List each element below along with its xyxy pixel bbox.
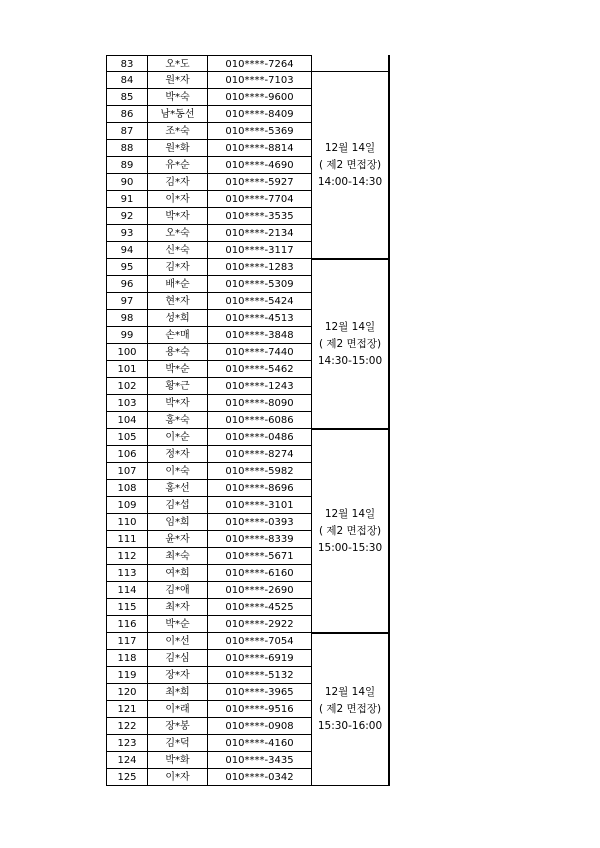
slot-date: 12월 14일 (324, 320, 376, 333)
table-row (106, 89, 312, 106)
applicant-name-cell: 용*숙 (148, 344, 208, 361)
row-number-cell: 113 (106, 565, 148, 582)
applicant-name-cell: 원*자 (148, 72, 208, 89)
phone-number-cell: 010****-5462 (208, 361, 312, 378)
applicant-name-cell: 이*래 (148, 701, 208, 718)
phone-number-cell: 010****-3848 (208, 327, 312, 344)
phone-number-cell: 010****-2134 (208, 225, 312, 242)
phone-number-cell: 010****-8090 (208, 395, 312, 412)
phone-number-cell: 010****-2922 (208, 616, 312, 633)
applicant-name-cell: 신*숙 (148, 242, 208, 259)
phone-number-cell: 010****-7054 (208, 633, 312, 650)
row-number-cell: 89 (106, 157, 148, 174)
phone-number-cell: 010****-6160 (208, 565, 312, 582)
slot-location: ( 제2 면접장) (318, 158, 382, 171)
phone-number-cell: 010****-1243 (208, 378, 312, 395)
row-number-cell: 85 (106, 89, 148, 106)
row-number-cell: 96 (106, 276, 148, 293)
applicant-name-cell: 배*순 (148, 276, 208, 293)
phone-number-cell: 010****-3117 (208, 242, 312, 259)
row-number-cell: 84 (106, 72, 148, 89)
row-number-cell: 114 (106, 582, 148, 599)
row-number-cell: 119 (106, 667, 148, 684)
applicant-name-cell: 여*희 (148, 565, 208, 582)
phone-number-cell: 010****-3965 (208, 684, 312, 701)
table-row (106, 174, 312, 191)
row-number-cell: 107 (106, 463, 148, 480)
phone-number-cell: 010****-8274 (208, 446, 312, 463)
applicant-name-cell: 이*자 (148, 769, 208, 786)
row-number-cell: 105 (106, 429, 148, 446)
applicant-name-cell: 남*동선 (148, 106, 208, 123)
table-row (106, 718, 312, 735)
applicant-name-cell: 정*자 (148, 446, 208, 463)
phone-number-cell: 010****-8696 (208, 480, 312, 497)
table-row (106, 616, 312, 633)
phone-number-cell: 010****-4513 (208, 310, 312, 327)
slot-location: ( 제2 면접장) (318, 703, 382, 715)
table-row (106, 412, 312, 429)
applicant-name-cell: 박*자 (148, 208, 208, 225)
applicant-name-cell: 윤*자 (148, 531, 208, 548)
table-row (106, 157, 312, 174)
applicant-name-cell: 최*자 (148, 599, 208, 616)
phone-number-cell: 010****-4690 (208, 157, 312, 174)
applicant-name-cell: 박*자 (148, 395, 208, 412)
applicant-name-cell: 김*자 (148, 174, 208, 191)
phone-number-cell: 010****-0393 (208, 514, 312, 531)
phone-number-cell: 010****-7264 (208, 55, 312, 72)
phone-number-cell: 010****-3435 (208, 752, 312, 769)
phone-number-cell: 010****-5309 (208, 276, 312, 293)
phone-number-cell: 010****-5132 (208, 667, 312, 684)
slot-time: 15:30-16:00 (317, 720, 383, 732)
applicant-name-cell: 손*매 (148, 327, 208, 344)
applicant-name-cell: 성*희 (148, 310, 208, 327)
phone-number-cell: 010****-2690 (208, 582, 312, 599)
interview-slot-cell (312, 633, 390, 786)
applicant-name-cell: 원*화 (148, 140, 208, 157)
row-number-cell: 90 (106, 174, 148, 191)
table-row (106, 242, 312, 259)
phone-number-cell: 010****-5369 (208, 123, 312, 140)
table-row (106, 395, 312, 412)
slot-time: 15:00-15:30 (317, 541, 383, 554)
interview-slot-cell (312, 55, 390, 72)
row-number-cell: 93 (106, 225, 148, 242)
phone-number-cell: 010****-6086 (208, 412, 312, 429)
table-row (106, 446, 312, 463)
phone-number-cell: 010****-7704 (208, 191, 312, 208)
table-row (106, 327, 312, 344)
table-row (106, 344, 312, 361)
table-row (106, 429, 312, 446)
phone-number-cell: 010****-7440 (208, 344, 312, 361)
applicant-name-cell: 장*자 (148, 667, 208, 684)
row-number-cell: 125 (106, 769, 148, 786)
table-row (106, 684, 312, 701)
table-row (106, 123, 312, 140)
phone-number-cell: 010****-8339 (208, 531, 312, 548)
row-number-cell: 91 (106, 191, 148, 208)
row-number-cell: 116 (106, 616, 148, 633)
interview-slot-cell (312, 72, 390, 259)
phone-number-cell: 010****-5927 (208, 174, 312, 191)
applicant-name-cell: 현*자 (148, 293, 208, 310)
phone-number-cell: 010****-6919 (208, 650, 312, 667)
applicant-name-cell: 이*숙 (148, 463, 208, 480)
table-row (106, 582, 312, 599)
table-row (106, 55, 312, 72)
table-row (106, 208, 312, 225)
applicant-name-cell: 홍*선 (148, 480, 208, 497)
row-number-cell: 103 (106, 395, 148, 412)
phone-number-cell: 010****-8409 (208, 106, 312, 123)
applicant-name-cell: 박*화 (148, 752, 208, 769)
interview-slot-cell (312, 259, 390, 429)
row-number-cell: 112 (106, 548, 148, 565)
phone-number-cell: 010****-5982 (208, 463, 312, 480)
row-number-cell: 121 (106, 701, 148, 718)
slot-time: 14:30-15:00 (317, 354, 383, 367)
table-row (106, 72, 312, 89)
applicant-name-cell: 황*근 (148, 378, 208, 395)
slot-date: 12월 14일 (324, 686, 376, 698)
applicant-name-cell: 이*순 (148, 429, 208, 446)
applicant-name-cell: 김*애 (148, 582, 208, 599)
row-number-cell: 100 (106, 344, 148, 361)
table-row (106, 769, 312, 786)
table-row (106, 106, 312, 123)
slot-time: 14:00-14:30 (317, 175, 383, 188)
table-row (106, 361, 312, 378)
applicant-name-cell: 홍*숙 (148, 412, 208, 429)
applicant-name-cell: 박*순 (148, 361, 208, 378)
applicant-name-cell: 오*도 (148, 55, 208, 72)
phone-number-cell: 010****-0342 (208, 769, 312, 786)
phone-number-cell: 010****-1283 (208, 259, 312, 276)
row-number-cell: 99 (106, 327, 148, 344)
phone-number-cell: 010****-0486 (208, 429, 312, 446)
table-row (106, 480, 312, 497)
row-number-cell: 109 (106, 497, 148, 514)
applicant-name-cell: 김*심 (148, 650, 208, 667)
table-row (106, 701, 312, 718)
slot-location: ( 제2 면접장) (318, 337, 382, 350)
table-row (106, 667, 312, 684)
phone-number-cell: 010****-9516 (208, 701, 312, 718)
row-number-cell: 102 (106, 378, 148, 395)
applicant-name-cell: 임*희 (148, 514, 208, 531)
row-number-cell: 98 (106, 310, 148, 327)
row-number-cell: 120 (106, 684, 148, 701)
row-number-cell: 111 (106, 531, 148, 548)
applicant-name-cell: 이*자 (148, 191, 208, 208)
row-number-cell: 94 (106, 242, 148, 259)
row-number-cell: 108 (106, 480, 148, 497)
row-number-cell: 124 (106, 752, 148, 769)
row-number-cell: 104 (106, 412, 148, 429)
applicant-name-cell: 박*숙 (148, 89, 208, 106)
row-number-cell: 122 (106, 718, 148, 735)
phone-number-cell: 010****-7103 (208, 72, 312, 89)
applicant-name-cell: 오*숙 (148, 225, 208, 242)
applicant-name-cell: 이*선 (148, 633, 208, 650)
table-row (106, 140, 312, 157)
table-row (106, 531, 312, 548)
phone-number-cell: 010****-3535 (208, 208, 312, 225)
row-number-cell: 117 (106, 633, 148, 650)
interview-slot-cell (312, 429, 390, 633)
phone-number-cell: 010****-5671 (208, 548, 312, 565)
table-row (106, 633, 312, 650)
row-number-cell: 101 (106, 361, 148, 378)
row-number-cell: 88 (106, 140, 148, 157)
table-row (106, 225, 312, 242)
table-row (106, 191, 312, 208)
table-row (106, 497, 312, 514)
row-number-cell: 110 (106, 514, 148, 531)
table-row (106, 310, 312, 327)
phone-number-cell: 010****-3101 (208, 497, 312, 514)
applicant-name-cell: 김*자 (148, 259, 208, 276)
table-row (106, 463, 312, 480)
row-number-cell: 86 (106, 106, 148, 123)
phone-number-cell: 010****-5424 (208, 293, 312, 310)
row-number-cell: 95 (106, 259, 148, 276)
table-row (106, 565, 312, 582)
applicant-name-cell: 박*순 (148, 616, 208, 633)
row-number-cell: 123 (106, 735, 148, 752)
phone-number-cell: 010****-4525 (208, 599, 312, 616)
table-row (106, 599, 312, 616)
row-number-cell: 118 (106, 650, 148, 667)
phone-number-cell: 010****-9600 (208, 89, 312, 106)
applicant-name-cell: 유*순 (148, 157, 208, 174)
table-row (106, 735, 312, 752)
applicant-name-cell: 최*희 (148, 684, 208, 701)
slot-date: 12월 14일 (324, 141, 376, 154)
applicant-name-cell: 장*봉 (148, 718, 208, 735)
applicant-name-cell: 김*섭 (148, 497, 208, 514)
table-row (106, 650, 312, 667)
row-number-cell: 92 (106, 208, 148, 225)
table-row (106, 514, 312, 531)
table-row (106, 548, 312, 565)
applicant-name-cell: 김*덕 (148, 735, 208, 752)
row-number-cell: 115 (106, 599, 148, 616)
applicant-name-cell: 최*숙 (148, 548, 208, 565)
table-row (106, 293, 312, 310)
phone-number-cell: 010****-8814 (208, 140, 312, 157)
row-number-cell: 106 (106, 446, 148, 463)
row-number-cell: 87 (106, 123, 148, 140)
applicant-name-cell: 조*숙 (148, 123, 208, 140)
table-row (106, 259, 312, 276)
table-row (106, 752, 312, 769)
table-row (106, 378, 312, 395)
row-number-cell: 97 (106, 293, 148, 310)
row-number-cell: 83 (106, 55, 148, 72)
phone-number-cell: 010****-4160 (208, 735, 312, 752)
phone-number-cell: 010****-0908 (208, 718, 312, 735)
table-row (106, 276, 312, 293)
slot-date: 12월 14일 (324, 507, 376, 520)
slot-location: ( 제2 면접장) (318, 524, 382, 537)
